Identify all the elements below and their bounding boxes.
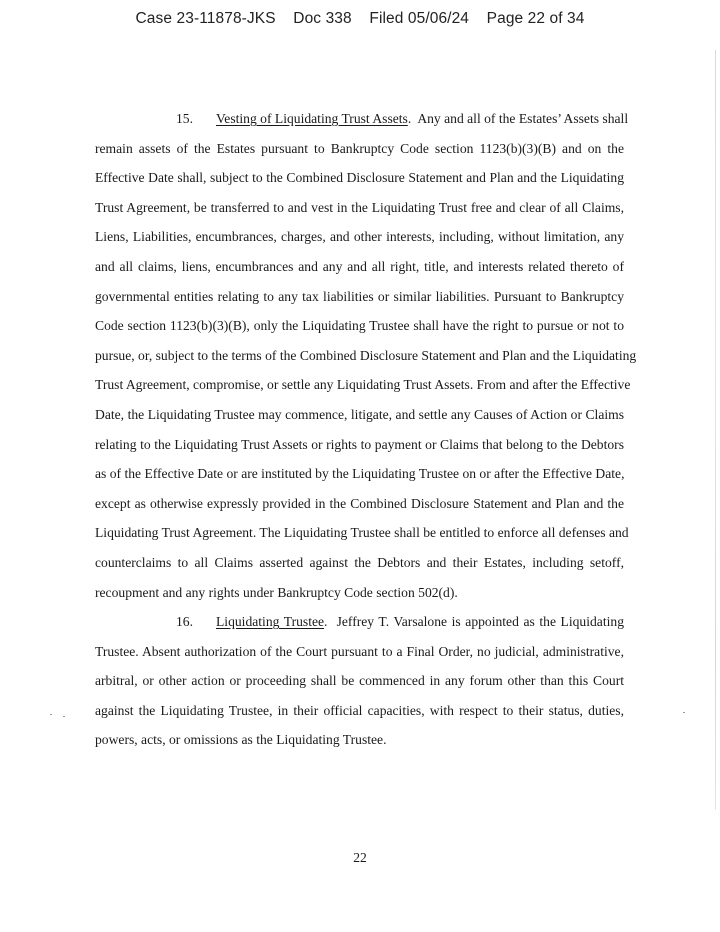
text-line: Liquidating Trust Agreement. The Liquidating Trustee shall be entitled to enforce all defenses and <box>95 525 629 541</box>
paragraph-15-first-line: 15. Vesting of Liquidating Trust Assets. Any and all of the Estates’ Assets shall <box>95 104 624 134</box>
scan-speck <box>63 716 65 717</box>
text-line: Code section 1123(b)(3)(B), only the Liquidating Trustee shall have the right to pursue or not to <box>95 318 624 334</box>
paragraph-16-first-line: 16. Liquidating Trustee. Jeffrey T. Varsalone is appointed as the Liquidating <box>95 607 624 637</box>
paragraph-heading: Vesting of Liquidating Trust Assets <box>216 111 408 126</box>
case-number: Case 23-11878-JKS <box>135 10 276 27</box>
page-number: 22 <box>353 850 367 865</box>
text-line: pursue, or, subject to the terms of the Combined Disclosure Statement and Plan and the Liquidating <box>95 347 637 363</box>
text-line: powers, acts, or omissions as the Liquidating Trustee. <box>95 732 387 748</box>
scan-edge-line <box>715 50 716 810</box>
text-line: Effective Date shall, subject to the Combined Disclosure Statement and Plan and the Liquidating <box>95 170 624 186</box>
text-line: counterclaims to all Claims asserted against the Debtors and their Estates, including setoff, <box>95 554 624 570</box>
scan-speck <box>50 714 52 715</box>
text-line: governmental entities relating to any tax liabilities or similar liabilities. Pursuant to Bankruptcy <box>95 288 624 304</box>
text-line: as of the Effective Date or are instituted by the Liquidating Trustee on or after the Effective Date, <box>95 466 625 482</box>
paragraph-number: 16. <box>176 614 193 630</box>
scan-speck <box>683 712 685 713</box>
case-header <box>0 10 720 28</box>
text-line: Date, the Liquidating Trustee may commence, litigate, and settle any Causes of Action or Claims <box>95 406 624 422</box>
text-line: recoupment and any rights under Bankruptcy Code section 502(d). <box>95 584 458 600</box>
document-body <box>95 104 637 755</box>
text-line: remain assets of the Estates pursuant to Bankruptcy Code section 1123(b)(3)(B) and on the <box>95 140 624 156</box>
docket-number: Doc 338 <box>293 10 352 27</box>
paragraph-heading: Liquidating Trustee <box>216 614 325 630</box>
page-indicator: Page 22 of 34 <box>486 10 585 27</box>
filed-date: Filed 05/06/24 <box>369 10 470 27</box>
paragraph-number: 15. <box>176 111 193 126</box>
text-line: except as otherwise expressly provided in the Combined Disclosure Statement and Plan and the <box>95 495 624 511</box>
text-line: arbitral, or other action or proceeding shall be commenced in any forum other than this Court <box>95 673 624 689</box>
text-line: Trust Agreement, compromise, or settle any Liquidating Trust Assets. From and after the Effective <box>95 377 631 393</box>
text-line: Liens, Liabilities, encumbrances, charges, and other interests, including, without limitation, any <box>95 229 624 245</box>
text-line: against the Liquidating Trustee, in their official capacities, with respect to their status, duties, <box>95 702 624 718</box>
text-line: Trust Agreement, be transferred to and vest in the Liquidating Trust free and clear of all Claims, <box>95 199 624 215</box>
text-line: and all claims, liens, encumbrances and any and all right, title, and interests related thereto of <box>95 258 624 274</box>
text-line: Trustee. Absent authorization of the Court pursuant to a Final Order, no judicial, administrative, <box>95 643 624 659</box>
text-line: relating to the Liquidating Trust Assets or rights to payment or Claims that belong to the Debtors <box>95 436 624 452</box>
